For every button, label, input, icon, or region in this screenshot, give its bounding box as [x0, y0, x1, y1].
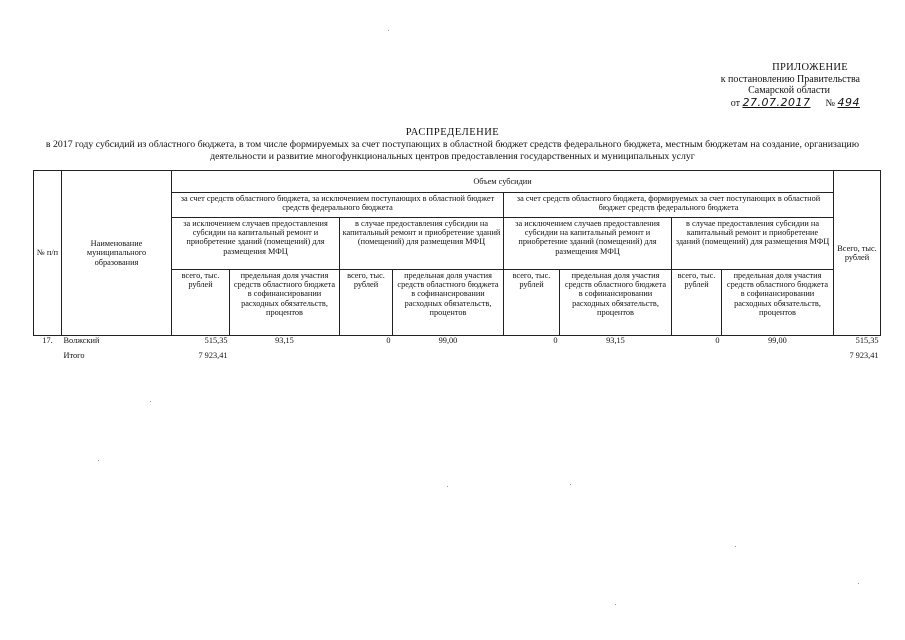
subsidy-table: [33, 170, 881, 366]
header-a1-share: предельная доля участия средств областного бюджета в софинансировании расходных обязательств, процентов: [230, 270, 340, 336]
header-b-repair-cases: в случае предоставления субсидии на капитальный ремонт и приобретение зданий (помещений) для размещения МФЦ: [672, 218, 834, 270]
header-b1-share: предельная доля участия средств областного бюджета в софинансировании расходных обязательств, процентов: [560, 270, 672, 336]
scan-speck: [615, 604, 616, 605]
header-b2-share: предельная доля участия средств областного бюджета в софинансировании расходных обязательств, процентов: [722, 270, 834, 336]
header-group-regional: за счет средств областного бюджета, за исключением поступающих в областной бюджет средств федерального бюджета: [172, 193, 504, 218]
header-subsidy-volume: Объем субсидии: [172, 171, 834, 193]
cell-municipality: Волжский: [63, 336, 100, 345]
scan-speck: [447, 486, 448, 487]
appendix-title: ПРИЛОЖЕНИЕ: [772, 62, 848, 73]
appendix-resolution-line: к постановлению Правительства: [720, 73, 860, 85]
cell-b2-total: 0: [715, 336, 720, 345]
cell-num: 17.: [42, 336, 53, 345]
document-title: РАСПРЕДЕЛЕНИЕ: [405, 127, 500, 138]
cell-b2-share: 99,00: [768, 336, 787, 345]
cell-b1-share: [560, 351, 672, 366]
cell-b1-share: 93,15: [606, 336, 625, 345]
cell-b2-share: [722, 351, 834, 366]
handwritten-date: 27.07.2017: [742, 95, 811, 109]
handwritten-number: 494: [837, 95, 860, 109]
scan-speck: [150, 401, 151, 402]
header-municipality: Наименование муниципального образования: [62, 171, 172, 336]
cell-a1-total: 515,35: [204, 336, 228, 345]
header-b1-total: всего, тыс. рублей: [504, 270, 560, 336]
cell-a1-total: 7 923,41: [198, 351, 228, 360]
cell-a2-total: 0: [386, 336, 391, 345]
header-num: № п/п: [34, 171, 62, 336]
cell-b1-total: 0: [553, 336, 558, 345]
header-a-excluding-cases: за исключением случаев предоставления субсидии на капитальный ремонт и приобретение зданий (помещений) для размещения МФЦ: [172, 218, 340, 270]
table-row-total: [34, 351, 881, 366]
scan-speck: [735, 546, 736, 547]
cell-a2-total: [340, 351, 393, 366]
scan-speck: [570, 484, 571, 485]
scan-speck: [388, 30, 389, 31]
document-subtitle: в 2017 году субсидий из областного бюджета, в том числе формируемых за счет поступающих в областной бюджет средств федерального бюджета, местным бюджетам на создание, организацию деятельности и развитие многофункциональных центров предоставления государственных и муниципальных услуг: [45, 139, 860, 162]
scan-speck: [98, 460, 99, 461]
cell-a2-share: [393, 351, 504, 366]
header-a-repair-cases: в случае предоставления субсидии на капитальный ремонт и приобретение зданий (помещений) для размещения МФЦ: [340, 218, 504, 270]
header-b-excluding-cases: за исключением случаев предоставления субсидии на капитальный ремонт и приобретение зданий (помещений) для размещения МФЦ: [504, 218, 672, 270]
table-row: [34, 336, 881, 352]
cell-num: [34, 351, 62, 366]
header-a2-share: предельная доля участия средств областного бюджета в софинансировании расходных обязательств, процентов: [393, 270, 504, 336]
appendix-region-line: Самарской области: [748, 85, 830, 96]
cell-a1-share: [230, 351, 340, 366]
cell-a1-share: 93,15: [275, 336, 294, 345]
header-b2-total: всего, тыс. рублей: [672, 270, 722, 336]
appendix-date-line: [640, 97, 860, 110]
cell-total: 515,35: [855, 336, 879, 345]
header-a1-total: всего, тыс. рублей: [172, 270, 230, 336]
header-a2-total: всего, тыс. рублей: [340, 270, 393, 336]
cell-b1-total: [504, 351, 560, 366]
appendix-block: [640, 62, 860, 109]
date-prefix: от: [730, 97, 740, 109]
cell-municipality: Итого: [63, 351, 85, 360]
header-total-final: Всего, тыс. рублей: [834, 171, 881, 336]
scan-speck: [858, 583, 859, 584]
number-prefix: №: [825, 97, 835, 109]
cell-b2-total: [672, 351, 722, 366]
cell-total: 7 923,41: [849, 351, 879, 360]
header-group-federal: за счет средств областного бюджета, формируемых за счет поступающих в областной бюджет средств федерального бюджета: [504, 193, 834, 218]
cell-a2-share: 99,00: [438, 336, 458, 345]
